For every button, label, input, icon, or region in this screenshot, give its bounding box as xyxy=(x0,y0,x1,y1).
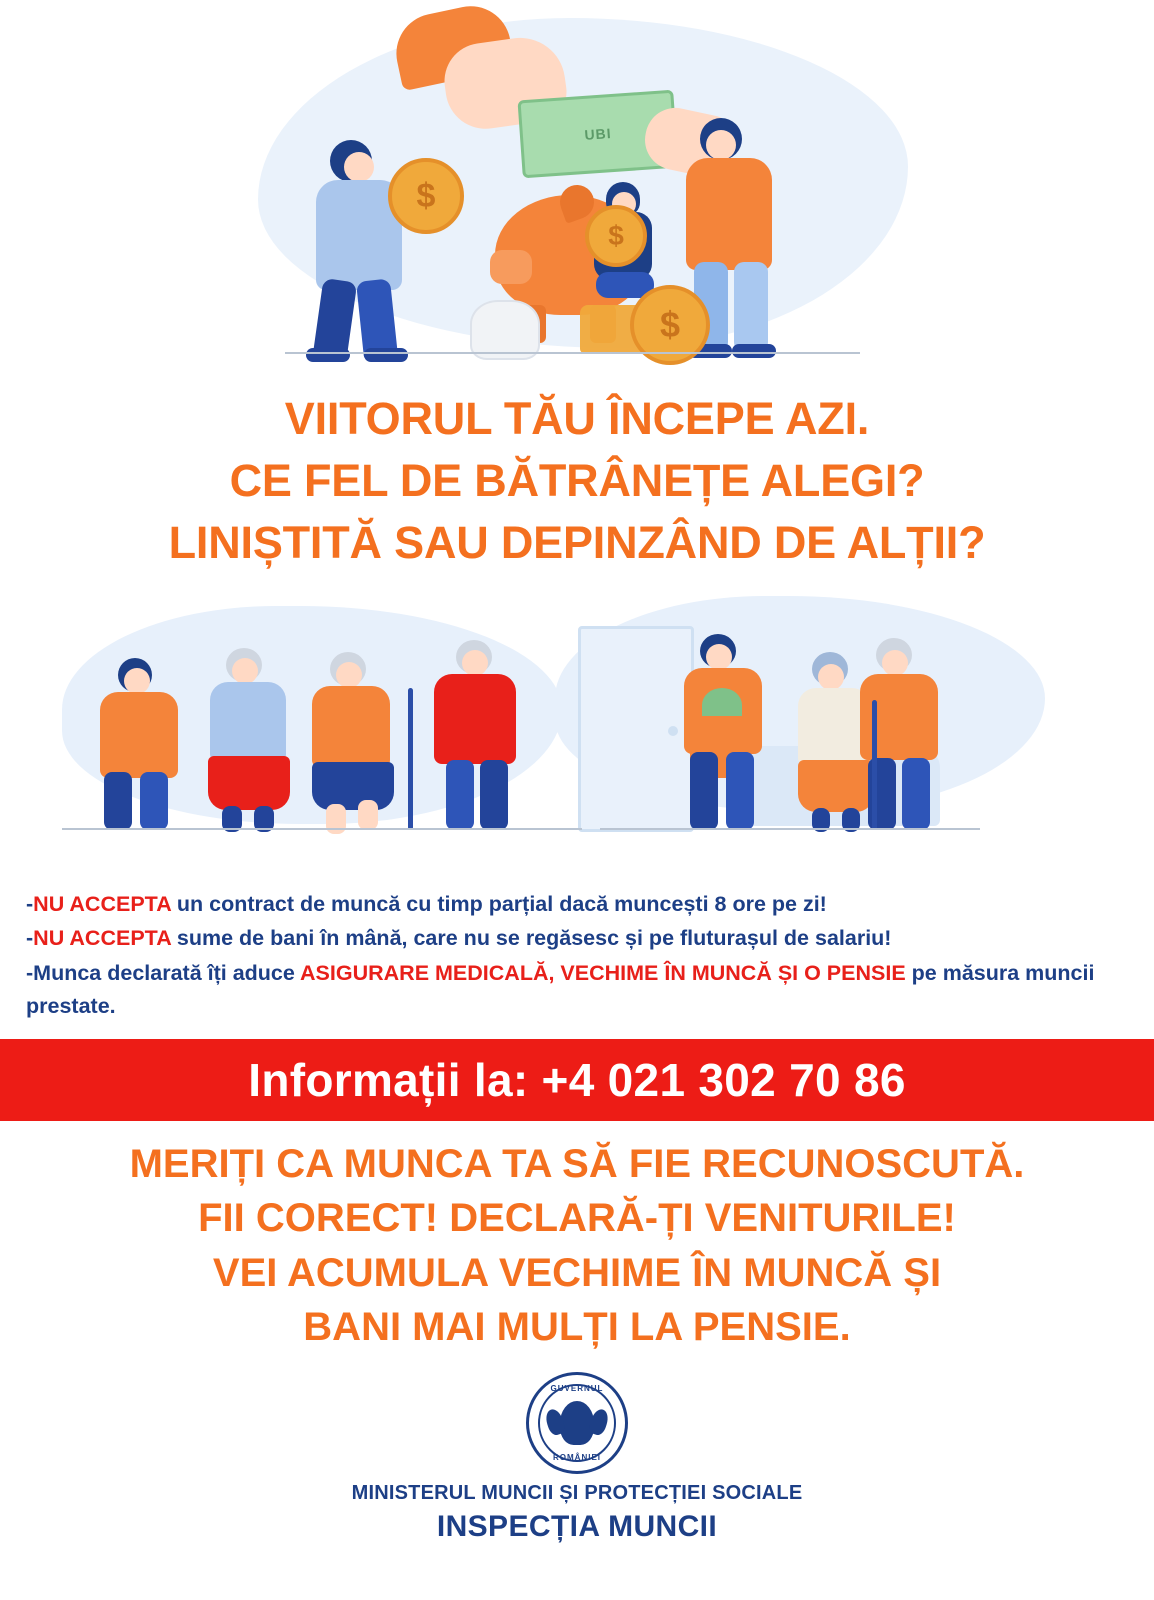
walking-cane-1 xyxy=(408,688,413,830)
coin-symbol: $ xyxy=(659,304,681,345)
closing-line-1: MERIȚI CA MUNCA TA SĂ FIE RECUNOSCUTĂ. xyxy=(129,1141,1025,1186)
bullet-lead: Munca declarată îți aduce xyxy=(33,960,301,985)
advice-item-3 xyxy=(26,957,1128,1023)
elder3-torso xyxy=(312,686,390,768)
elder4-leg-b xyxy=(480,760,508,830)
elder3-leg-b xyxy=(358,800,378,830)
elder6-leg-b xyxy=(902,758,930,830)
elder4-leg-a xyxy=(446,760,474,830)
person-left-shoe-a xyxy=(306,348,350,362)
bullet-emphasis: ASIGURARE MEDICALĂ, VECHIME ÎN MUNCĂ ȘI O PENSIE xyxy=(300,960,906,985)
crest-inner-ring xyxy=(538,1384,616,1462)
coin-icon-2 xyxy=(585,205,647,267)
ground-line-left xyxy=(62,828,582,830)
coin-symbol: $ xyxy=(416,176,436,215)
bullet-dash: - xyxy=(26,892,34,917)
headline-line-2: CE FEL DE BĂTRÂNEȚE ALEGI? xyxy=(229,455,925,507)
closing-line-2: FII CORECT! DECLARĂ-ȚI VENITURILE! xyxy=(198,1196,956,1241)
bullet-text: sume de bani în mână, care nu se regăsesc și pe fluturașul de salariu! xyxy=(170,926,892,951)
banknote-label: UBI xyxy=(583,125,613,143)
elder4-torso xyxy=(434,674,516,764)
ground-line xyxy=(285,352,860,354)
illustration-savings xyxy=(0,0,1154,370)
walking-cane-2 xyxy=(872,700,877,830)
elder5-skirt xyxy=(798,760,874,812)
bullet-emphasis: NU ACCEPTA xyxy=(33,926,171,951)
elder2-torso xyxy=(210,682,286,762)
contact-phone-text: Informații la: +4 021 302 70 86 xyxy=(248,1053,906,1106)
contact-banner xyxy=(0,1039,1154,1121)
person-right-body xyxy=(686,158,772,270)
elder1-torso xyxy=(100,692,178,778)
headline-line-1: VIITORUL TĂU ÎNCEPE AZI. xyxy=(284,393,870,444)
agency-name: INSPECȚIA MUNCII xyxy=(436,1510,718,1544)
bullet-text: un contract de muncă cu timp parțial dacă muncești 8 ore pe zi! xyxy=(170,892,827,917)
crest-top-label: GUVERNUL xyxy=(550,1384,604,1394)
bullet-emphasis: NU ACCEPTA xyxy=(33,892,171,917)
ministry-name: MINISTERUL MUNCII ȘI PROTECȚIEI SOCIALE xyxy=(351,1482,803,1505)
advice-item-2 xyxy=(26,922,1128,955)
ground-line-right xyxy=(600,828,980,830)
person-right-leg-b xyxy=(734,262,768,352)
closing-line-4: BANI MAI MULȚI LA PENSIE. xyxy=(303,1304,851,1349)
footer-block xyxy=(0,1372,1154,1544)
advice-item-1 xyxy=(26,888,1128,921)
illustration-elderly xyxy=(0,596,1154,876)
person-left-shoe-b xyxy=(364,348,408,362)
money-sack xyxy=(470,300,540,360)
headline-line-3: LINIȘTITĂ SAU DEPINZÂND DE ALȚII? xyxy=(168,517,986,569)
elder3-skirt xyxy=(312,762,394,810)
closing-block xyxy=(0,1137,1154,1355)
bullet-dash: - xyxy=(26,926,34,951)
person-right-face xyxy=(706,130,736,160)
bullet-dash: - xyxy=(26,960,34,985)
elder2-skirt xyxy=(208,756,290,810)
elder1-leg-a xyxy=(104,772,132,830)
coin-icon-1 xyxy=(388,158,464,234)
headline-block xyxy=(0,388,1154,574)
person-left-face xyxy=(344,152,374,182)
closing-line-3: VEI ACUMULA VECHIME ÎN MUNCĂ ȘI xyxy=(212,1250,942,1295)
coin-symbol: $ xyxy=(608,220,624,251)
helper-leg-b xyxy=(726,752,754,830)
piggy-bank-snout xyxy=(490,250,532,284)
government-crest-icon xyxy=(526,1372,628,1474)
bullet-text: pe măsura muncii prestate. xyxy=(26,960,1095,1018)
advice-list xyxy=(0,888,1154,1022)
elder1-leg-b xyxy=(140,772,168,830)
crest-bottom-label: ROMÂNIEI xyxy=(553,1453,601,1463)
person-right-shoe-b xyxy=(732,344,776,358)
eagle-icon xyxy=(560,1401,594,1445)
helper-leg-a xyxy=(690,752,718,830)
